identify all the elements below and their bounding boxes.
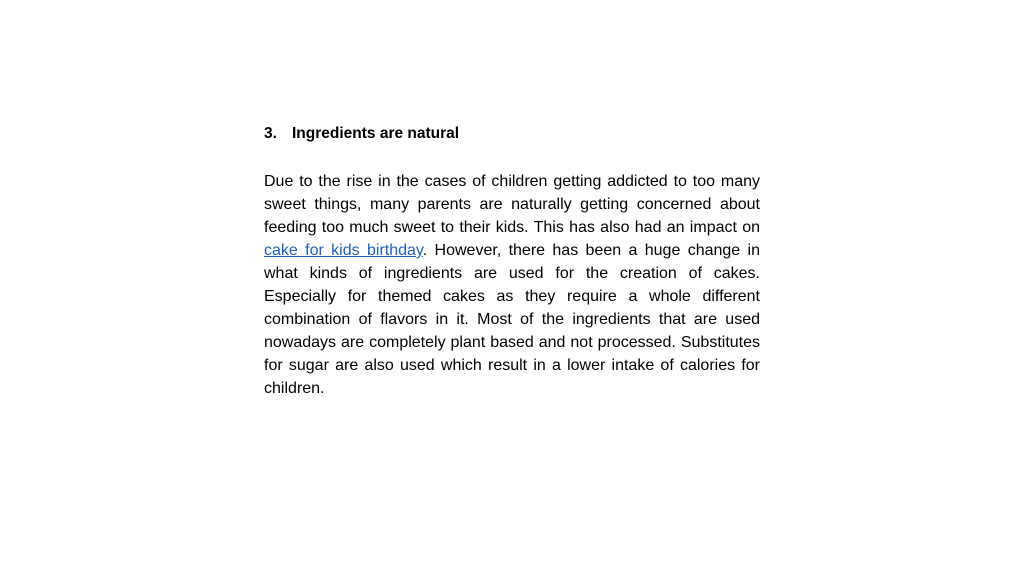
section-title: Ingredients are natural — [292, 125, 460, 142]
section-heading — [264, 124, 760, 144]
content-block — [264, 124, 760, 416]
body-paragraph — [264, 170, 760, 400]
cake-for-kids-birthday-link[interactable]: cake for kids birthday — [264, 242, 423, 259]
section-number: 3. — [264, 125, 277, 142]
paragraph-text-before-link: Due to the rise in the cases of children getting addicted to too many sweet things, many parents are naturally getting concerned about feeding too much sweet to their kids. This has also had an impact on — [264, 173, 760, 236]
paragraph-text-after-link: . However, there has been a huge change in what kinds of ingredients are used for the creation of cakes. Especially for themed cakes as they require a whole different combination of flavors in it. Most of the ingredients that are used nowadays are completely plant based and not processed. Substitutes for sugar are also used which result in a lower intake of calories for children. — [264, 242, 761, 397]
